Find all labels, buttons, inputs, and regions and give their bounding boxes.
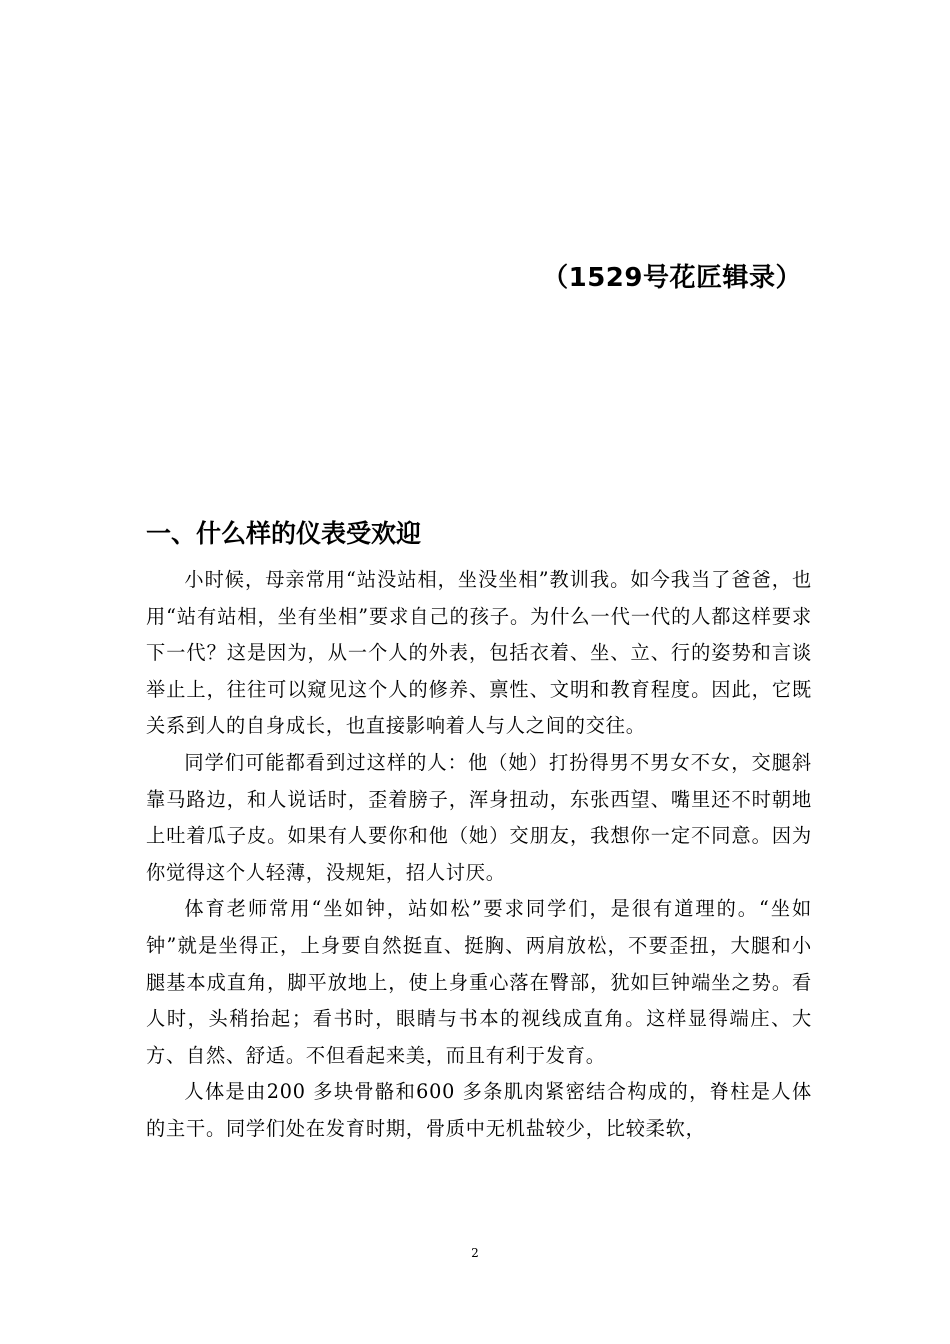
body-text [146, 562, 812, 1148]
section-heading: 一、什么样的仪表受欢迎 [146, 519, 422, 548]
paragraph: 小时候，母亲常用“站没站相，坐没坐相”教训我。如今我当了爸爸，也用“站有站相，坐有坐相”要求自己的孩子。为什么一代一代的人都这样要求下一代？这是因为，从一个人的外表，包括衣着、坐、立、行的姿势和言谈举止上，往往可以窥见这个人的修养、禀性、文明和教育程度。因此，它既关系到人的自身成长，也直接影响着人与人之间的交往。 [146, 568, 812, 738]
paragraph: 人体是由200 多块骨骼和600 多条肌肉紧密结合构成的，脊柱是人体的主干。同学们处在发育时期，骨质中无机盐较少，比较柔软， [146, 1080, 812, 1140]
paragraph: 同学们可能都看到过这样的人：他（她）打扮得男不男女不女，交腿斜靠马路边，和人说话时，歪着膀子，浑身扭动，东张西望、嘴里还不时朝地上吐着瓜子皮。如果有人要你和他（她）交朋友，我想你一定不同意。因为你觉得这个人轻薄，没规矩，招人讨厌。 [146, 750, 812, 884]
paragraph: 体育老师常用“坐如钟，站如松”要求同学们，是很有道理的。“坐如钟”就是坐得正，上身要自然挺直、挺胸、两肩放松，不要歪扭，大腿和小腿基本成直角，脚平放地上，使上身重心落在臀部，犹如巨钟端坐之势。看人时，头稍抬起；看书时，眼睛与书本的视线成直角。这样显得端庄、大方、自然、舒适。不但看起来美，而且有利于发育。 [146, 897, 812, 1067]
page-number: 2 [471, 1246, 479, 1260]
compiler-attribution: （1529号花匠辑录） [542, 263, 802, 293]
